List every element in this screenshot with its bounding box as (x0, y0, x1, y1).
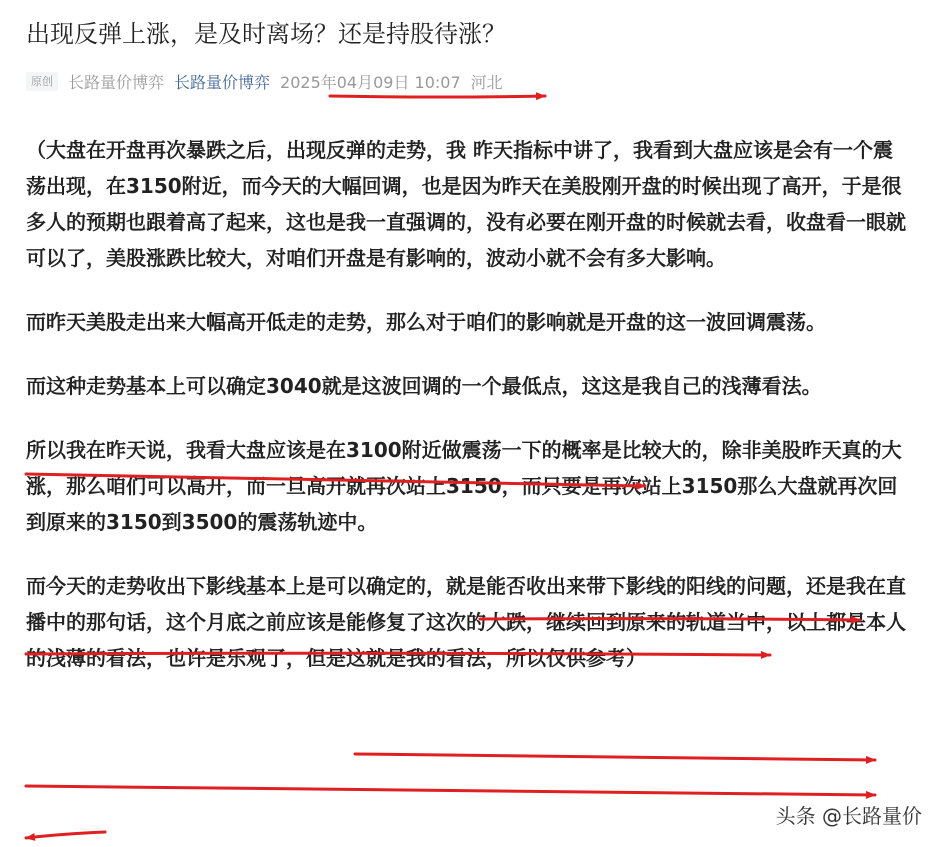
publish-location: 河北 (470, 72, 503, 92)
original-badge: 原创 (26, 72, 58, 91)
paragraph-3: 而这种走势基本上可以确定3040就是这波回调的一个最低点，这这是我自己的浅薄看法。 (26, 374, 822, 398)
author-name: 长路量价博弈 (68, 72, 165, 92)
underline-arrow-para5-line3 (26, 786, 875, 795)
underline-arrow-meta (330, 96, 545, 97)
article-title: 出现反弹上涨，是及时离场？还是持股待涨？ (26, 20, 506, 48)
underline-arrow-para5-line4 (26, 832, 105, 838)
paragraph-2: 而昨天美股走出来大幅高开低走的走势，那么对于咱们的影响就是开盘的这一波回调震荡。 (26, 310, 826, 334)
watermark: 头条 @长路量价 (775, 804, 922, 828)
article-body (26, 132, 906, 676)
paragraph-1: （大盘在开盘再次暴跌之后，出现反弹的走势，我 昨天指标中讲了，我看到大盘应该是会有一个震荡出现，在3150附近，而今天的大幅回调，也是因为昨天在美股刚开盘的时候出现了高开，于是很多人的预期也跟着高了起来，这也是我一直强调的，没有必要在刚开盘的时候就去看，收盘看一眼就可以了，美股涨跌比较大，对咱们开盘是有影响的，波动小就不会有多大影响。 (26, 138, 906, 270)
author-link[interactable]: 长路量价博弈 (174, 72, 271, 92)
article-meta (26, 70, 503, 92)
paragraph-4: 所以我在昨天说，我看大盘应该是在3100附近做震荡一下的概率是比较大的，除非美股昨天真的大涨，那么咱们可以高开，而一旦高开就再次站上3150，而只要是再次站上3150那么大盘就再次回到原来的3150到3500的震荡轨迹中。 (26, 438, 902, 534)
paragraph-5: 而今天的走势收出下影线基本上是可以确定的，就是能否收出来带下影线的阳线的问题，还是我在直播中的那句话，这个月底之前应该是能修复了这次的大跌，继续回到原来的轨道当中，以上都是本人的浅薄的看法，也许是乐观了，但是这就是我的看法，所以仅供参考） (26, 574, 906, 670)
publish-datetime: 2025年04月09日 10:07 (280, 72, 461, 92)
underline-arrow-para5-line2 (355, 754, 875, 760)
